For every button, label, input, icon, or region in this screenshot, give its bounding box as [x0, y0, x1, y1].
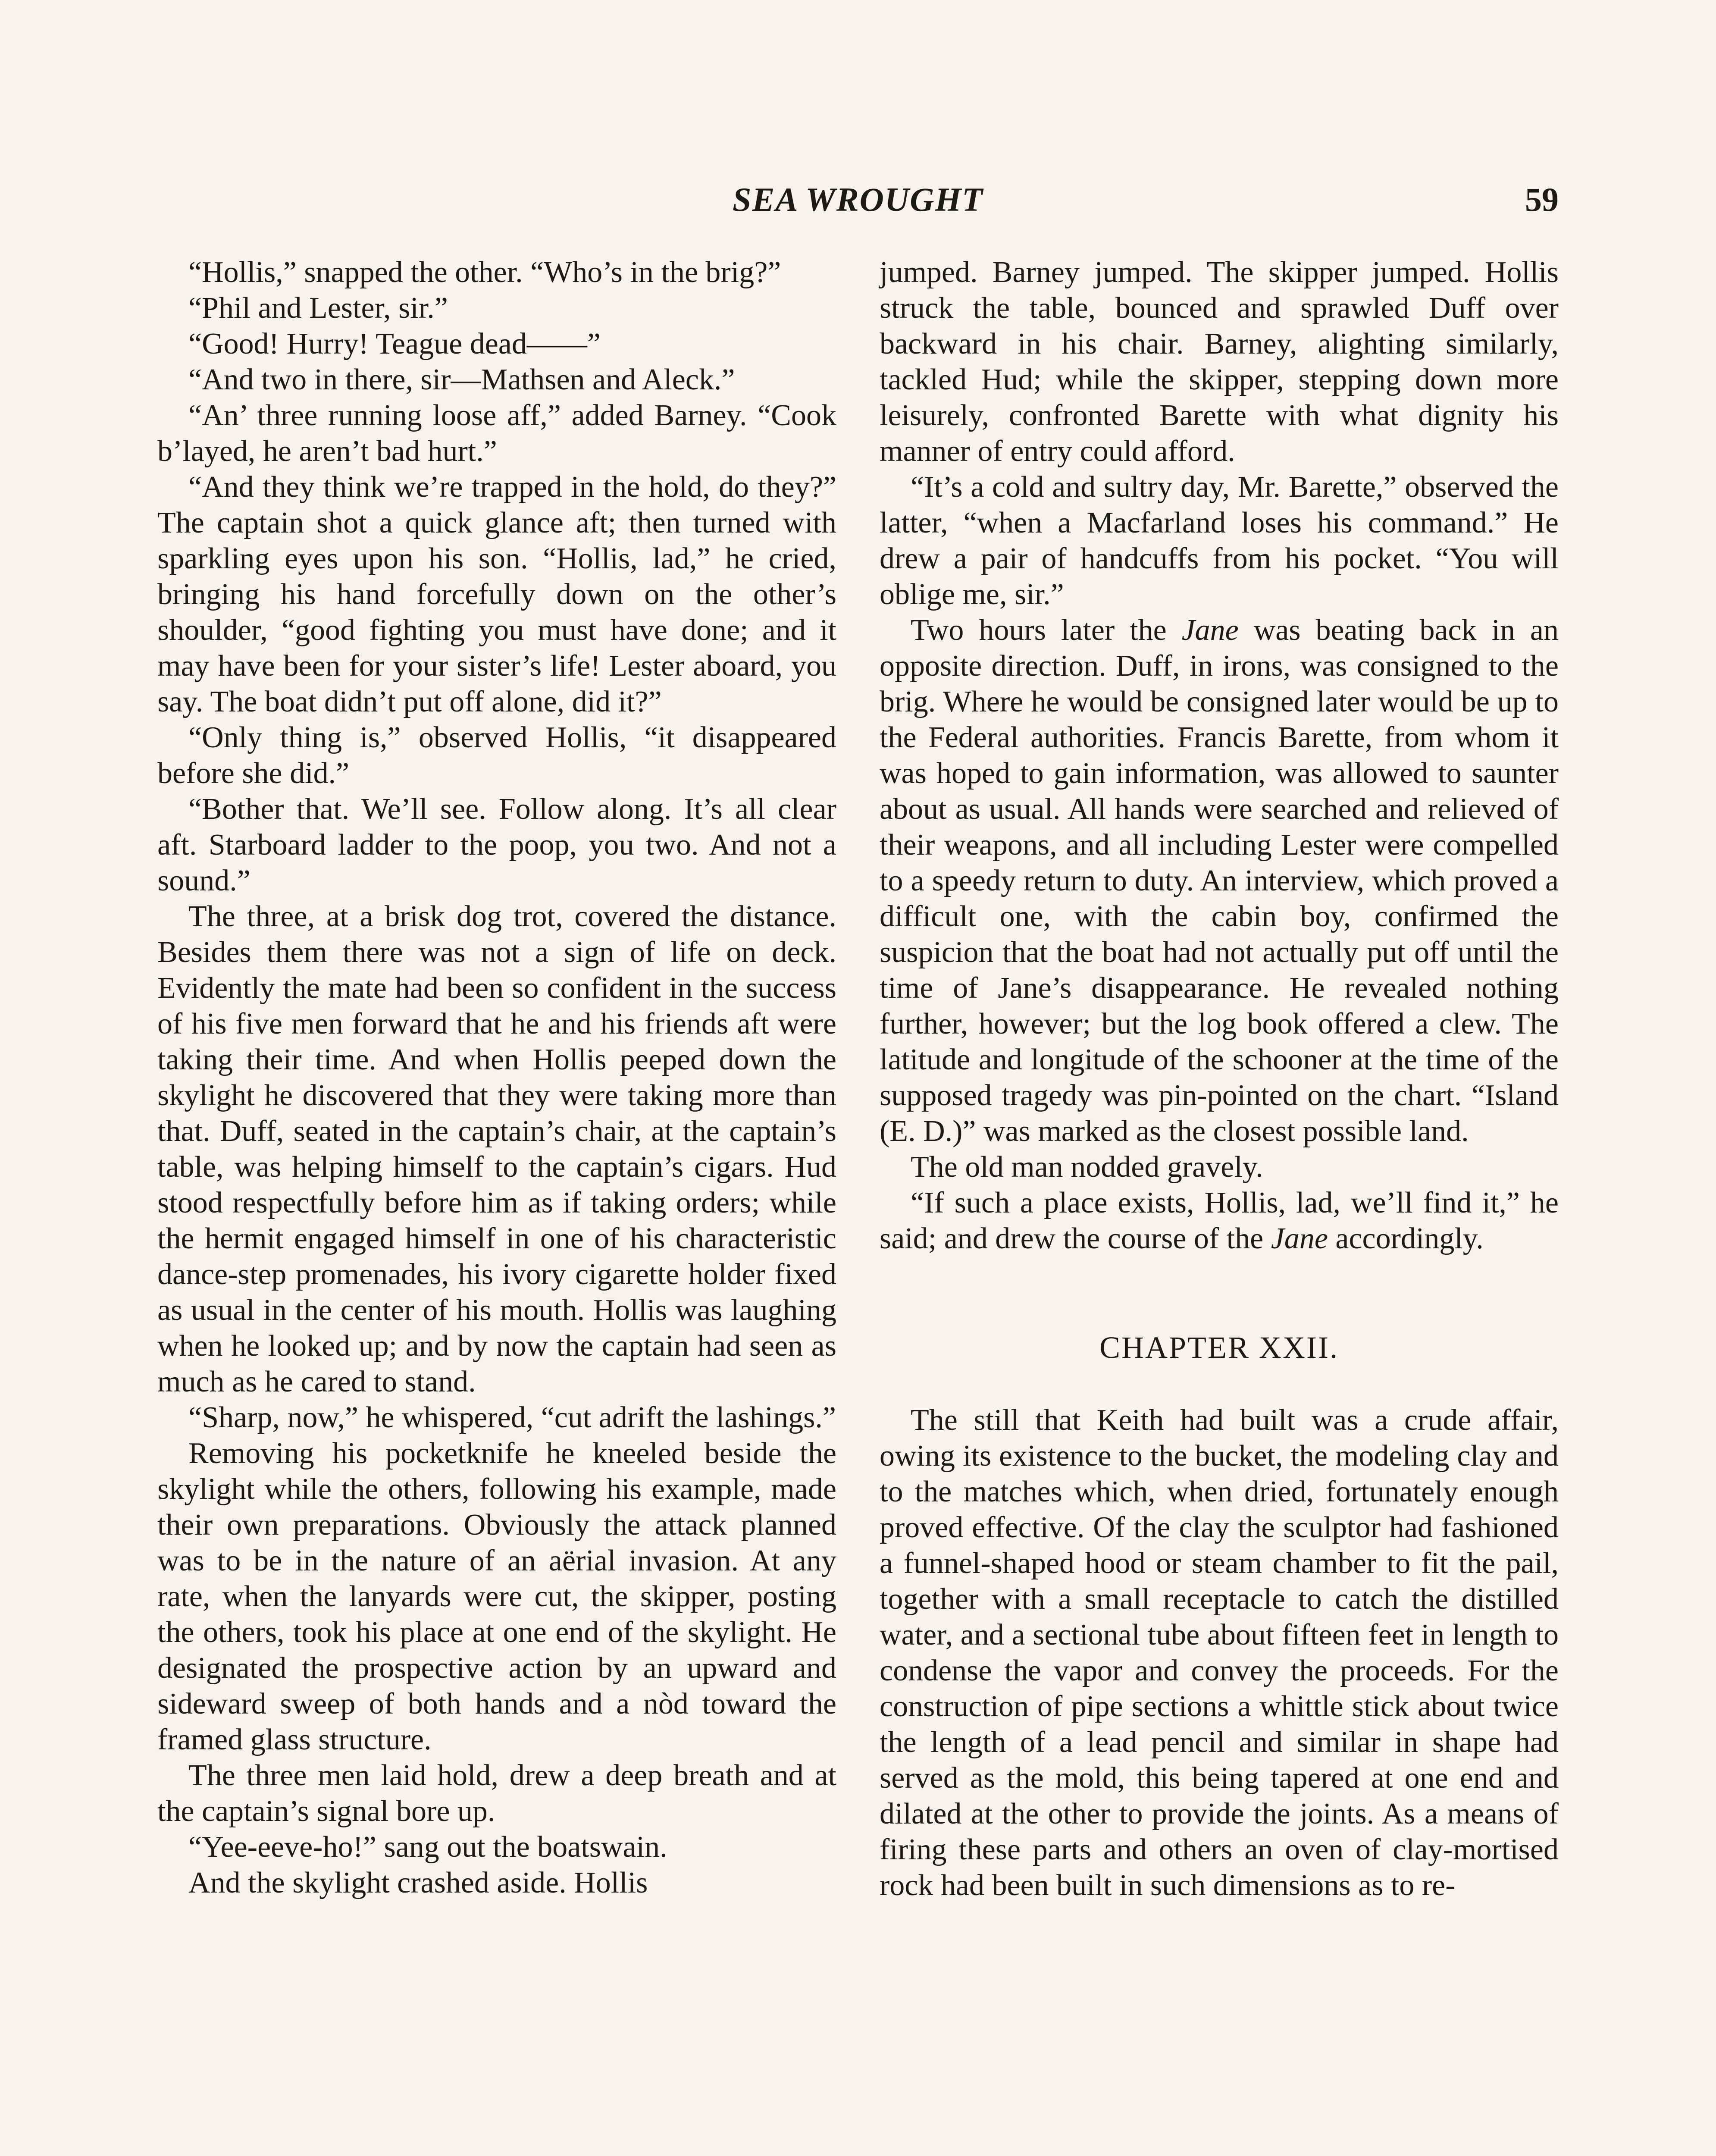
page-header — [157, 180, 1559, 228]
paragraph: “Sharp, now,” he whispered, “cut adrift the lashings.” — [188, 1401, 836, 1434]
paragraph: “An’ three running loose aff,” added Barney. “Cook b’layed, he aren’t bad hurt.” — [157, 399, 836, 468]
ship-name-italic: Jane — [1271, 1222, 1328, 1255]
text-run: was beating back in an opposite direction. Duff, in irons, was consigned to the brig. Where he would be consigned later would be up to the Federal authorities. Francis Barette, from whom it was hoped to gain information, was allowed to saunter about as usual. All hands were searched and relieved of their weapons, and all including Lester were compelled to a speedy return to duty. An interview, which proved a difficult one, with the cabin boy, confirmed the suspicion that the boat had not actually put off until the time of Jane’s disappearance. He revealed nothing further, however; but the log book offered a clew. The latitude and longitude of the schooner at the time of the supposed tragedy was pin-pointed on the chart. “Island (E. D.)” was marked as the closest possible land. — [880, 614, 1559, 1148]
paragraph — [880, 612, 1559, 1149]
paragraph: “Only thing is,” observed Hollis, “it disappeared before she did.” — [157, 721, 836, 790]
paragraph: “Bother that. We’ll see. Follow along. It’s all clear aft. Starboard ladder to the poop, you two. And not a sound.” — [157, 793, 836, 897]
paragraph: The three, at a brisk dog trot, covered the distance. Besides them there was not a sign of life on deck. Evidently the mate had been so confident in the success of his five men forward that he and his friends aft were taking their time. And when Hollis peeped down the skylight he discovered that they were taking more than that. Duff, seated in the captain’s chair, at the captain’s table, was helping himself to the captain’s cigars. Hud stood respectfully before him as if taking orders; while the hermit engaged himself in one of his characteristic dance-step promenades, his ivory cigarette holder fixed as usual in the center of his mouth. Hollis was laughing when he looked up; and by now the captain had seen as much as he cared to stand. — [157, 900, 836, 1398]
paragraph: The three men laid hold, drew a deep breath and at the captain’s signal bore up. — [157, 1759, 836, 1828]
paragraph: “And two in there, sir—Mathsen and Aleck.” — [188, 363, 735, 396]
paragraph: And the skylight crashed aside. Hollis — [188, 1866, 648, 1899]
paragraph — [880, 1185, 1559, 1257]
right-column — [880, 254, 1559, 1903]
ship-name-italic: Jane — [1181, 614, 1239, 647]
paragraph: The still that Keith had built was a crude affair, owing its existence to the bucket, the modeling clay and to the matches which, when dried, fortunately enough proved effective. Of the clay the sculptor had fashioned a funnel-shaped hood or steam chamber to fit the pail, together with a small receptacle to catch the distilled water, and a sectional tube about fifteen feet in length to condense the vapor and convey the proceeds. For the construction of pipe sections a whittle stick about twice the length of a lead pencil and similar in shape had served as the mold, this being tapered at one end and dilated at the other to provide the joints. As a means of firing these parts and others an oven of clay-mortised rock had been built in such dimensions as to re- — [880, 1404, 1559, 1902]
text-run: Two hours later the — [911, 614, 1182, 647]
page-number: 59 — [1525, 181, 1559, 218]
paragraph: “Yee-eeve-ho!” sang out the boatswain. — [188, 1830, 667, 1864]
left-column — [157, 254, 836, 1901]
text-run: accordingly. — [1328, 1222, 1484, 1255]
running-title: SEA WROUGHT — [733, 181, 983, 218]
paragraph: The old man nodded gravely. — [911, 1150, 1263, 1184]
text-run: “If such a place exists, Hollis, lad, we’ll find it,” he said; and drew the course of the — [880, 1186, 1559, 1255]
paragraph: jumped. Barney jumped. The skipper jumped. Hollis struck the table, bounced and sprawled Duff over backward in his chair. Barney, alighting similarly, tackled Hud; while the skipper, stepping down more leisurely, confronted Barette with what dignity his manner of entry could afford. — [880, 256, 1559, 468]
paragraph: “Good! Hurry! Teague dead——” — [188, 327, 601, 360]
paragraph: “Phil and Lester, sir.” — [188, 291, 448, 325]
paragraph: Removing his pocketknife he kneeled beside the skylight while the others, following his example, made their own preparations. Obviously the attack planned was to be in the nature of an aërial invasion. At any rate, when the lanyards were cut, the skipper, posting the others, took his place at one end of the skylight. He designated the prospective action by an upward and sideward sweep of both hands and a nòd toward the framed glass structure. — [157, 1437, 836, 1756]
paragraph: “Hollis,” snapped the other. “Who’s in the brig?” — [188, 256, 781, 289]
paragraph: “And they think we’re trapped in the hold, do they?” The captain shot a quick glance aft; then turned with sparkling eyes upon his son. “Hollis, lad,” he cried, bringing his hand forcefully down on the other’s shoulder, “good fighting you must have done; and it may have been for your sister’s life! Lester aboard, you say. The boat didn’t put off alone, did it?” — [157, 470, 836, 718]
paragraph: “It’s a cold and sultry day, Mr. Barette,” observed the latter, “when a Macfarland loses his command.” He drew a pair of handcuffs from his pocket. “You will oblige me, sir.” — [880, 470, 1559, 611]
chapter-heading: CHAPTER XXII. — [1099, 1330, 1339, 1365]
